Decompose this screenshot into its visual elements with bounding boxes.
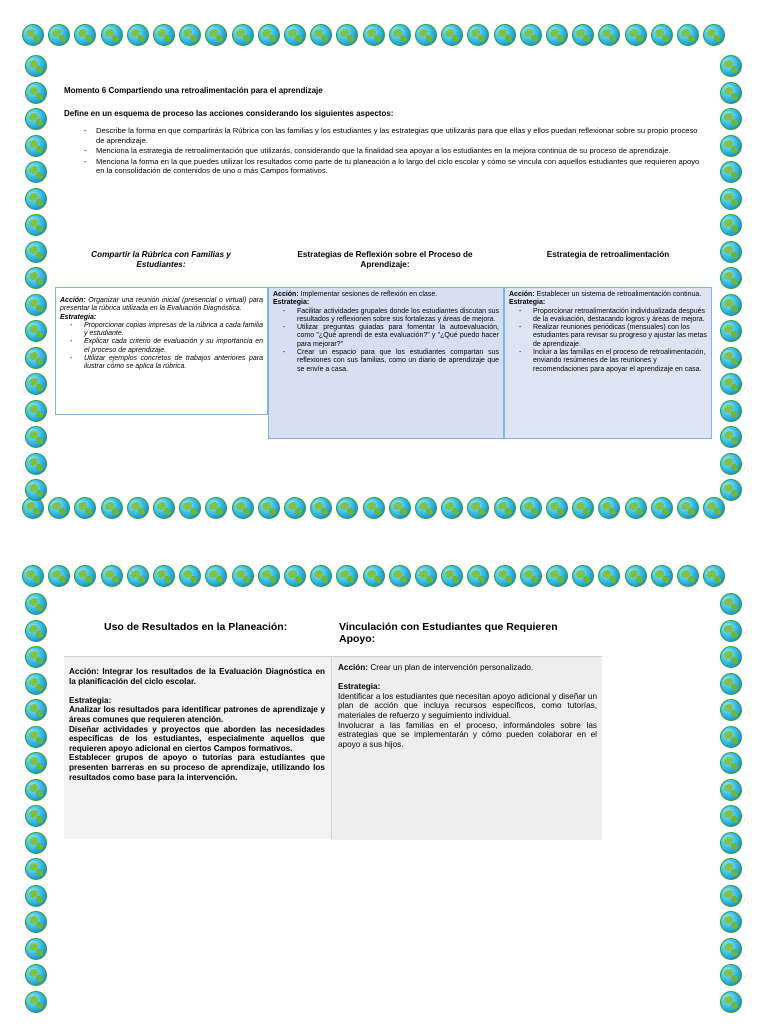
reflection-cell [268,287,504,439]
globe-icon [651,565,673,587]
globe-icon [101,497,123,519]
strategy-label: Estrategia: [273,299,310,307]
globe-icon [25,646,47,668]
globe-icon [651,24,673,46]
globe-icon [625,24,647,46]
globe-icon [153,565,175,587]
globe-icon [25,832,47,854]
strategy-label: Estrategia: [509,299,546,307]
list-item: - Proporcionar copias impresas de la rúbrica a cada familia y estudiante. [68,322,263,339]
globe-icon [127,565,149,587]
globe-icon [363,24,385,46]
globe-icon [720,832,742,854]
globe-icon [25,805,47,827]
globe-icon [720,620,742,642]
globe-icon [25,188,47,210]
support-cell [333,657,602,840]
globe-icon [546,24,568,46]
globe-icon [232,565,254,587]
globe-icon [720,55,742,77]
action-label: Acción: [338,663,369,672]
globe-icon [415,24,437,46]
globe-icon [720,241,742,263]
globe-icon [363,565,385,587]
globe-icon [101,565,123,587]
globe-icon [625,497,647,519]
globe-icon [520,24,542,46]
globe-icon [25,267,47,289]
globe-icon [720,885,742,907]
aspects-list [84,126,706,177]
globe-icon [153,24,175,46]
list-item: - Realizar reuniones periódicas (mensuales) con los estudiantes para revisar su progreso y ajustar las metas de aprendizaje. [517,324,707,349]
rubric-cell [55,287,268,415]
globe-icon [389,565,411,587]
column-header-reflection: Estrategias de Reflexión sobre el Proceso de Aprendizaje: [297,250,473,269]
list-item: - Describe la forma en que compartirás la Rúbrica con las familias y los estudiantes y las estrategias que utilizarás para que ellas y ellos puedan reflexionar sobre su propio proceso de aprendizaje. [84,126,706,145]
strategy-line: Diseñar actividades y proyectos que aborden las necesidades específicas de los estudiantes, especialmente aquellos que requieren apoyo adicional en ciertos Campos formativos. [69,724,325,753]
globe-icon [25,911,47,933]
globe-icon [25,699,47,721]
globe-icon [22,24,44,46]
globe-icon [127,497,149,519]
column-header-feedback: Estrategia de retroalimentación [546,250,670,259]
globe-icon [22,565,44,587]
globe-icon [284,24,306,46]
globe-icon [625,565,647,587]
globe-icon [720,347,742,369]
column-header-rubric: Compartir la Rúbrica con Familias y Estudiantes: [91,250,231,269]
action-label: Acción: [509,291,535,298]
action-text: Organizar una reunión inicial (presencial o virtual) para presentar la rúbrica utilizada en la Evaluación Diagnóstica. [60,297,264,313]
globe-icon [25,214,47,236]
globe-icon [232,497,254,519]
globe-icon [720,673,742,695]
globe-icon [720,453,742,475]
action-label: Acción: [60,297,86,304]
globe-icon [25,426,47,448]
globe-icon [25,373,47,395]
globe-icon [25,938,47,960]
globe-icon [25,55,47,77]
strategy-line: Involucrar a las familias en el proceso, informándoles sobre las estrategias que se implementarán y cómo pueden colaborar en el apoyo a sus hijos. [338,720,597,749]
globe-icon [232,24,254,46]
globe-icon [494,24,516,46]
globe-icon [720,726,742,748]
globe-icon [389,497,411,519]
globe-icon [25,108,47,130]
list-item: - Utilizar ejemplos concretos de trabajos anteriores para ilustrar cómo se aplica la rúbrica. [68,355,263,372]
globe-icon [520,497,542,519]
globe-icon [720,479,742,501]
strategy-list [517,308,707,374]
globe-icon [546,497,568,519]
globe-icon [25,991,47,1013]
globe-icon [25,161,47,183]
strategy-line: Analizar los resultados para identificar patrones de aprendizaje y áreas comunes que requieren atención. [69,705,325,724]
strategy-label: Estrategia: [338,682,381,692]
globe-icon [520,565,542,587]
strategy-label: Estrategia: [69,695,112,705]
globe-icon [127,24,149,46]
globe-icon [720,188,742,210]
globe-icon [25,241,47,263]
globe-icon [258,24,280,46]
globe-icon [720,593,742,615]
support-header: Vinculación con Estudiantes que Requieren Apoyo: [339,621,558,645]
list-item: - Facilitar actividades grupales donde los estudiantes discutan sus resultados y reflexionen sobre sus fortalezas y áreas de mejora. [281,308,499,325]
globe-icon [101,24,123,46]
globe-icon [25,779,47,801]
globe-icon [720,858,742,880]
globe-icon [415,497,437,519]
globe-icon [25,453,47,475]
globe-icon [258,565,280,587]
globe-icon [720,426,742,448]
globe-icon [720,752,742,774]
globe-icon [363,497,385,519]
globe-icon [720,267,742,289]
list-item: - Incluir a las familias en el proceso de retroalimentación, enviando resúmenes de las reuniones y recomendaciones para apoyar el aprendizaje en casa. [517,349,707,374]
action-text: Crear un plan de intervención personalizado. [370,663,534,672]
globe-icon [284,565,306,587]
globe-icon [25,885,47,907]
list-item: - Utilizar preguntas guiadas para fomentar la autoevaluación, como "¿Qué aprendí de esta evaluación?" y "¿Qué puedo hacer para mejorar?" [281,324,499,349]
globe-icon [720,214,742,236]
globe-icon [25,479,47,501]
action-label: Acción: [273,291,299,298]
globe-icon [677,24,699,46]
strategy-list [281,308,499,374]
strategy-line: Identificar a los estudiantes que necesitan apoyo adicional y diseñar un plan de acción que incluya recursos específicos, como tutorías, materiales de refuerzo y seguimiento individual. [338,691,597,720]
globe-icon [720,108,742,130]
action-text: Establecer un sistema de retroalimentación continua. [536,291,702,298]
globe-icon [494,497,516,519]
strategy-line: Establecer grupos de apoyo o tutorías para estudiantes que presenten barreras en su proceso de aprendizaje, utilizando los resultados como base para la intervención. [69,753,325,782]
globe-icon [546,565,568,587]
list-item: - Menciona la estrategia de retroalimentación que utilizarás, considerando que la finalidad sea apoyar a los estudiantes en la mejora continua de su proceso de aprendizaje. [84,146,706,156]
globe-icon [720,82,742,104]
planning-table [64,656,602,839]
list-item: - Explicar cada criterio de evaluación y su importancia en el proceso de aprendizaje. [68,338,263,355]
list-item: - Proporcionar retroalimentación individualizada después de la evaluación, destacando logros y áreas de mejora. [517,308,707,325]
globe-icon [720,805,742,827]
globe-icon [720,938,742,960]
globe-icon [720,161,742,183]
globe-icon [25,964,47,986]
globe-icon [651,497,673,519]
globe-icon [720,991,742,1013]
globe-icon [25,620,47,642]
globe-icon [25,858,47,880]
globe-icon [25,400,47,422]
action-text: Implementar sesiones de reflexión en clase. [300,291,438,298]
section-title: Momento 6 Compartiendo una retroalimentación para el aprendizaje [64,86,323,95]
globe-icon [720,699,742,721]
strategy-list [68,322,263,372]
globe-icon [720,779,742,801]
globe-icon [720,646,742,668]
globe-icon [720,400,742,422]
globe-icon [25,673,47,695]
globe-icon [720,964,742,986]
globe-icon [720,320,742,342]
globe-icon [258,497,280,519]
planning-header: Uso de Resultados en la Planeación: [104,621,288,633]
list-item: - Menciona la forma en la que puedes utilizar los resultados como parte de tu planeación a lo largo del ciclo escolar y cómo se vincula con aquellos estudiantes que requieren apoyo en la consolidación de contenidos de uno o más Campos formativos. [84,157,706,176]
globe-icon [25,347,47,369]
globe-icon [720,135,742,157]
action-text: Acción: Integrar los resultados de la Evaluación Diagnóstica en la planificación del ciclo escolar. [69,667,325,686]
globe-icon [25,752,47,774]
globe-icon [389,24,411,46]
globe-icon [720,373,742,395]
globe-icon [25,593,47,615]
globe-icon [25,82,47,104]
globe-icon [720,294,742,316]
globe-icon [153,497,175,519]
list-item: - Crear un espacio para que los estudiantes compartan sus reflexiones con sus familias, como un diario de aprendizaje que se envíe a casa. [281,349,499,374]
globe-icon [720,911,742,933]
instruction-text: Define en un esquema de proceso las acciones considerando los siguientes aspectos: [64,109,394,118]
globe-icon [25,726,47,748]
globe-icon [677,565,699,587]
globe-icon [677,497,699,519]
feedback-cell [504,287,712,439]
globe-icon [25,135,47,157]
globe-icon [284,497,306,519]
globe-icon [494,565,516,587]
globe-icon [415,565,437,587]
planning-cell [64,657,332,840]
strategy-label: Estrategia: [60,313,97,321]
globe-icon [25,320,47,342]
globe-icon [25,294,47,316]
